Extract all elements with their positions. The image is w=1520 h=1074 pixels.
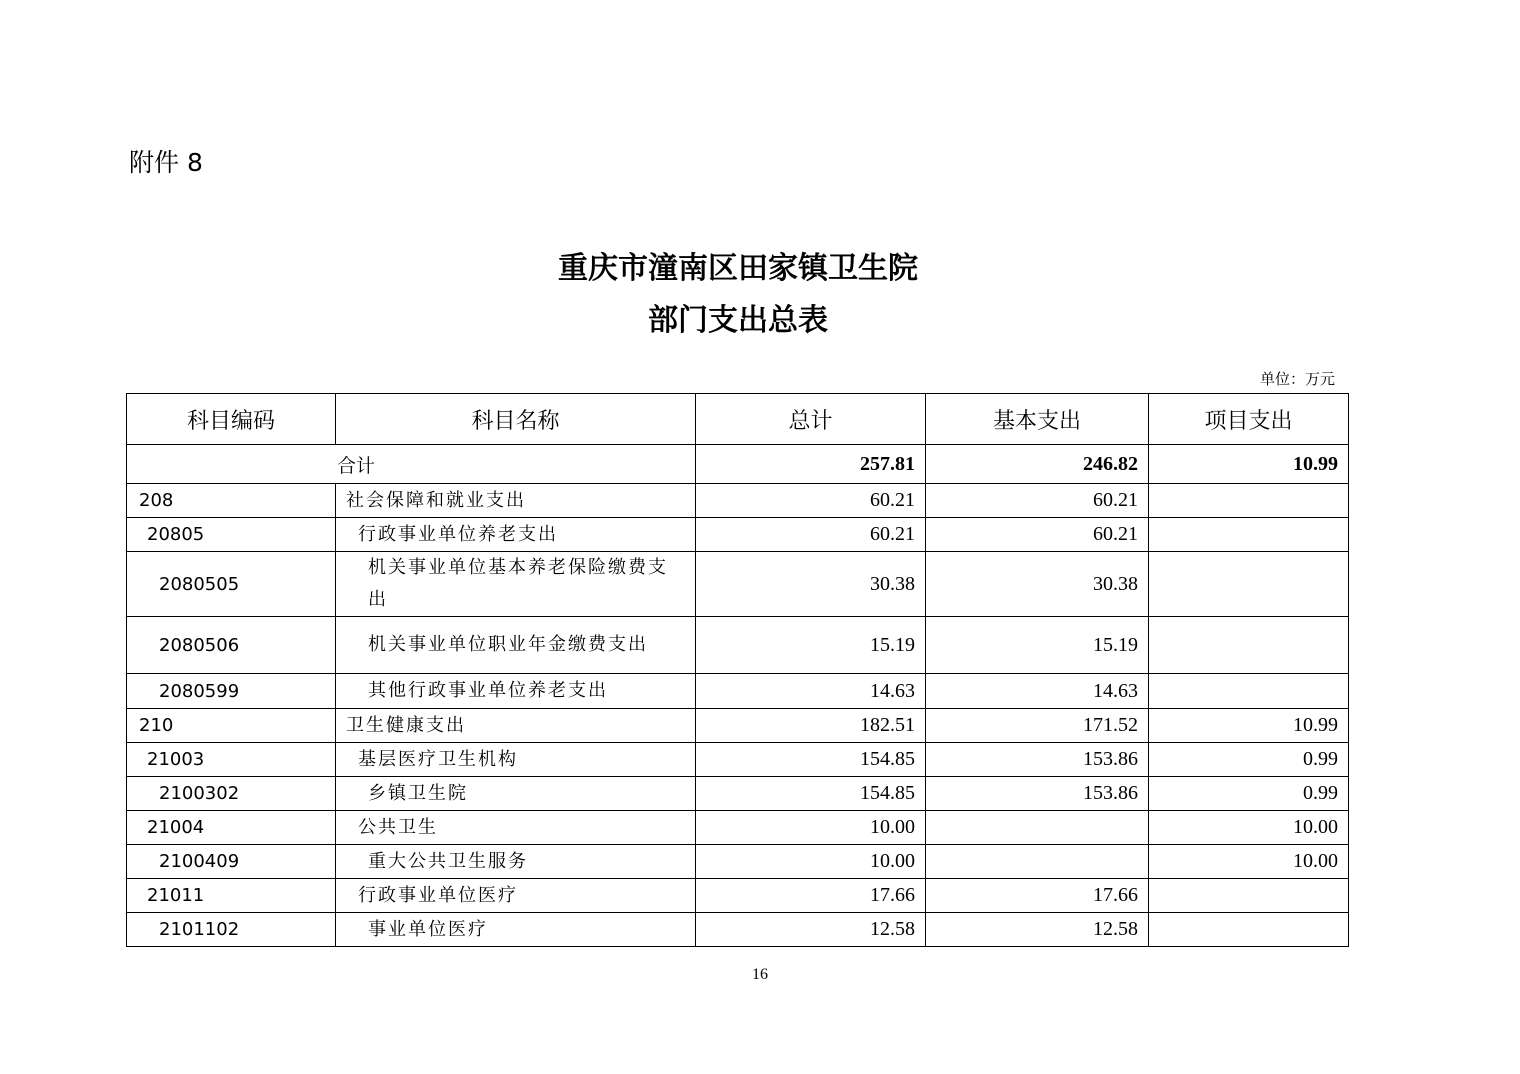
- subject-code: 2080505: [127, 552, 336, 617]
- row-basic: 15.19: [926, 617, 1149, 674]
- row-project: 10.00: [1149, 811, 1349, 845]
- table-row: [127, 913, 1349, 947]
- total-sum: 257.81: [696, 445, 926, 484]
- row-basic: 17.66: [926, 879, 1149, 913]
- unit-label: 单位：万元: [1259, 370, 1335, 388]
- row-project: 10.00: [1149, 845, 1349, 879]
- row-project: [1149, 879, 1349, 913]
- table-header-row: [127, 394, 1349, 445]
- row-total: 17.66: [696, 879, 926, 913]
- table-row: [127, 845, 1349, 879]
- subject-code: 20805: [127, 518, 336, 552]
- row-total: 14.63: [696, 674, 926, 709]
- table-row: [127, 879, 1349, 913]
- table-row: [127, 709, 1349, 743]
- subject-code: 210: [127, 709, 336, 743]
- row-project: [1149, 484, 1349, 518]
- row-total: 60.21: [696, 518, 926, 552]
- column-header-code: 科目编码: [127, 394, 336, 445]
- column-header-project: 项目支出: [1149, 394, 1349, 445]
- row-basic: 171.52: [926, 709, 1149, 743]
- total-row: [127, 445, 1349, 484]
- row-project: [1149, 913, 1349, 947]
- row-basic: 153.86: [926, 777, 1149, 811]
- subject-name: 行政事业单位养老支出: [336, 518, 696, 552]
- subject-code: 208: [127, 484, 336, 518]
- subject-name: 社会保障和就业支出: [336, 484, 696, 518]
- row-total: 182.51: [696, 709, 926, 743]
- page-number: 16: [752, 966, 768, 983]
- table-row: [127, 777, 1349, 811]
- row-project: [1149, 617, 1349, 674]
- row-basic: 60.21: [926, 484, 1149, 518]
- document-title: 重庆市潼南区田家镇卫生院: [558, 251, 918, 286]
- table-row: [127, 743, 1349, 777]
- row-total: 10.00: [696, 845, 926, 879]
- row-basic: [926, 845, 1149, 879]
- row-total: 30.38: [696, 552, 926, 617]
- row-basic: 60.21: [926, 518, 1149, 552]
- table-row: [127, 617, 1349, 674]
- subject-name: 重大公共卫生服务: [336, 845, 696, 879]
- row-project: 10.99: [1149, 709, 1349, 743]
- table-row: [127, 674, 1349, 709]
- attachment-label: 附件 8: [129, 148, 203, 177]
- subject-name: 基层医疗卫生机构: [336, 743, 696, 777]
- subject-name: 事业单位医疗: [336, 913, 696, 947]
- total-project: 10.99: [1149, 445, 1349, 484]
- subject-name: 其他行政事业单位养老支出: [336, 674, 696, 709]
- document-subtitle: 部门支出总表: [648, 303, 828, 338]
- subject-code: 2080506: [127, 617, 336, 674]
- table-row: [127, 518, 1349, 552]
- column-header-basic: 基本支出: [926, 394, 1149, 445]
- row-basic: 30.38: [926, 552, 1149, 617]
- total-label: 合计: [127, 445, 696, 484]
- expenditure-table: [126, 393, 1349, 947]
- row-total: 154.85: [696, 777, 926, 811]
- subject-code: 21011: [127, 879, 336, 913]
- subject-code: 21004: [127, 811, 336, 845]
- subject-code: 21003: [127, 743, 336, 777]
- row-project: [1149, 518, 1349, 552]
- row-total: 154.85: [696, 743, 926, 777]
- subject-code: 2101102: [127, 913, 336, 947]
- subject-name: 机关事业单位基本养老保险缴费支出: [336, 552, 696, 617]
- row-basic: 12.58: [926, 913, 1149, 947]
- row-basic: 153.86: [926, 743, 1149, 777]
- row-basic: 14.63: [926, 674, 1149, 709]
- subject-code: 2080599: [127, 674, 336, 709]
- column-header-name: 科目名称: [336, 394, 696, 445]
- row-project: 0.99: [1149, 777, 1349, 811]
- subject-name: 公共卫生: [336, 811, 696, 845]
- row-total: 60.21: [696, 484, 926, 518]
- subject-name: 行政事业单位医疗: [336, 879, 696, 913]
- subject-code: 2100409: [127, 845, 336, 879]
- row-project: [1149, 674, 1349, 709]
- row-total: 12.58: [696, 913, 926, 947]
- table-row: [127, 552, 1349, 617]
- row-total: 10.00: [696, 811, 926, 845]
- table-row: [127, 811, 1349, 845]
- row-basic: [926, 811, 1149, 845]
- row-project: 0.99: [1149, 743, 1349, 777]
- column-header-total: 总计: [696, 394, 926, 445]
- subject-name: 机关事业单位职业年金缴费支出: [336, 617, 696, 674]
- total-basic: 246.82: [926, 445, 1149, 484]
- table-row: [127, 484, 1349, 518]
- subject-name: 乡镇卫生院: [336, 777, 696, 811]
- subject-code: 2100302: [127, 777, 336, 811]
- subject-name: 卫生健康支出: [336, 709, 696, 743]
- row-project: [1149, 552, 1349, 617]
- row-total: 15.19: [696, 617, 926, 674]
